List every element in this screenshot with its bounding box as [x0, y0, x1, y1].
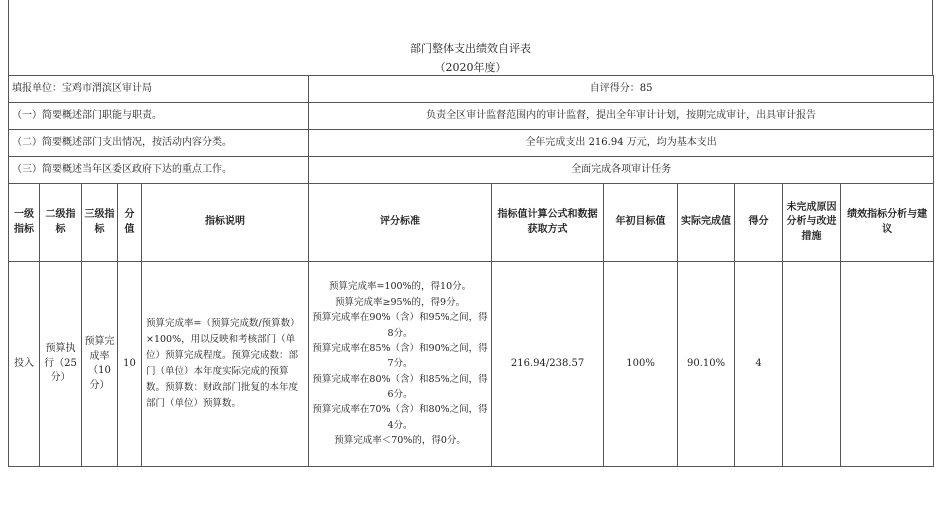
overview-question: （三）简要概述当年区委区政府下达的重点工作。 — [9, 157, 309, 184]
form-title: 部门整体支出绩效自评表 — [410, 42, 531, 55]
cell-weight: 10 — [118, 262, 142, 467]
cell-description: 预算完成率=（预算完成数/预算数）×100%，用以反映和考核部门（单位）预算完成程度。预算完成数：部门（单位）本年度实际完成的预算数。预算数：财政部门批复的本年度部门（单位）预算数。 — [142, 262, 309, 467]
header-target: 年初目标值 — [604, 184, 678, 262]
overview-row — [9, 103, 934, 130]
header-description: 指标说明 — [142, 184, 309, 262]
overview-answer: 全年完成支出 216.94 万元，均为基本支出 — [309, 130, 934, 157]
header-weight: 分值 — [118, 184, 142, 262]
criteria-line: 预算完成率在85%（含）和90%之间，得7分。 — [312, 342, 488, 370]
header-criteria: 评分标准 — [309, 184, 492, 262]
overview-answer: 全面完成各项审计任务 — [309, 157, 934, 184]
cell-score: 4 — [735, 262, 783, 467]
header-level3: 三级指标 — [82, 184, 118, 262]
cell-reason — [783, 262, 841, 467]
header-level2: 二级指标 — [40, 184, 82, 262]
unit-label: 填报单位：宝鸡市渭滨区审计局 — [9, 76, 309, 103]
overview-row — [9, 130, 934, 157]
cell-formula: 216.94/238.57 — [492, 262, 604, 467]
evaluation-form — [8, 0, 933, 470]
form-year: （2020年度） — [434, 61, 507, 74]
criteria-line: 预算完成率＜70%的，得0分。 — [334, 435, 466, 447]
header-actual: 实际完成值 — [678, 184, 735, 262]
criteria-line: 预算完成率=100%的，得10分。 — [328, 281, 472, 293]
criteria-line: 预算完成率在70%（含）和80%之间，得4分。 — [312, 404, 488, 431]
overview-row — [9, 157, 934, 184]
overview-question: （一）简要概述部门职能与职责。 — [9, 103, 309, 130]
table-row — [9, 262, 934, 467]
evaluation-table — [8, 75, 934, 467]
cell-level3: 预算完成率（10分） — [82, 262, 118, 467]
header-formula: 指标值计算公式和数据获取方式 — [492, 184, 604, 262]
title-block — [8, 0, 933, 75]
criteria-line: 预算完成率≥95%的，得9分。 — [334, 296, 466, 308]
column-header-row — [9, 184, 934, 262]
cell-actual: 90.10% — [678, 262, 735, 467]
criteria-line: 预算完成率在80%（含）和85%之间，得6分。 — [312, 373, 488, 401]
cell-target: 100% — [604, 262, 678, 467]
header-score: 得分 — [735, 184, 783, 262]
criteria-line: 预算完成率在90%（含）和95%之间，得8分。 — [312, 312, 488, 339]
cell-suggestion — [841, 262, 934, 467]
header-reason: 未完成原因分析与改进措施 — [783, 184, 841, 262]
cell-level1: 投入 — [9, 262, 40, 467]
overview-question: （二）简要概述部门支出情况，按活动内容分类。 — [9, 130, 309, 157]
overview-answer: 负责全区审计监督范围内的审计监督，提出全年审计计划，按期完成审计，出具审计报告 — [309, 103, 934, 130]
header-info-row — [9, 76, 934, 103]
header-level1: 一级指标 — [9, 184, 40, 262]
cell-level2: 预算执行（25分） — [40, 262, 82, 467]
header-suggestion: 绩效指标分析与建议 — [841, 184, 934, 262]
self-score-label: 自评得分：85 — [309, 76, 934, 103]
cell-criteria — [309, 262, 492, 467]
